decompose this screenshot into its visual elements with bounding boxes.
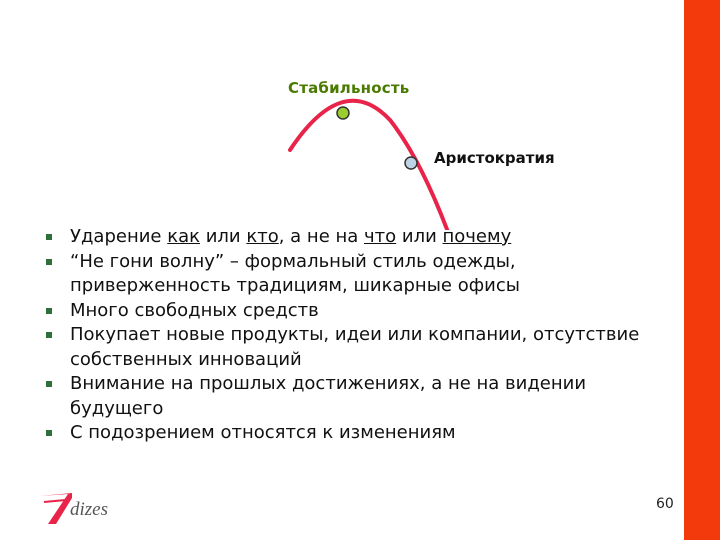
logo-text: dizes [70,499,108,520]
bullet-square-icon [46,308,52,314]
bullet-item [46,299,676,324]
bullet-text: Много свободных средств [70,299,319,321]
bullet-text-part: , а не на [278,226,365,247]
bullet-text-underlined: кто [246,226,279,247]
bullet-list [46,225,676,446]
bullet-square-icon [46,430,52,436]
bullet-square-icon [46,234,52,240]
bullet-square-icon [46,381,52,387]
bullet-item [46,250,676,299]
bullet-item [46,225,676,250]
bullet-square-icon [46,332,52,338]
lifecycle-curve [290,101,448,230]
bullet-text-part: Ударение [70,226,168,247]
bullet-text: “Не гони волну” – формальный стиль одежды, приверженность традициям, шикарные офисы [70,250,520,296]
bullet-text-underlined: что [364,226,397,247]
stability-point [337,107,349,119]
bullet-text: Покупает новые продукты, идеи или компании, отсутствие собственных инноваций [70,324,640,370]
bullet-item [46,323,676,372]
bullet-text-underlined: почему [442,226,512,247]
stability-label: Стабильность [288,79,410,97]
page-number: 60 [656,496,674,512]
bullet-item [46,421,676,446]
aristocracy-point [405,157,417,169]
bullet-text-part: или [396,226,443,247]
lifecycle-curve-diagram [0,0,720,230]
bullet-item [46,372,676,421]
adizes-logo [38,490,138,526]
bullet-text: Внимание на прошлых достижениях, а не на видении будущего [70,373,587,419]
bullet-text-part: или [200,226,247,247]
bullet-square-icon [46,259,52,265]
bullet-text-underlined: как [167,226,200,247]
bullet-text: С подозрением относятся к изменениям [70,422,456,443]
aristocracy-label: Аристократия [434,149,555,167]
